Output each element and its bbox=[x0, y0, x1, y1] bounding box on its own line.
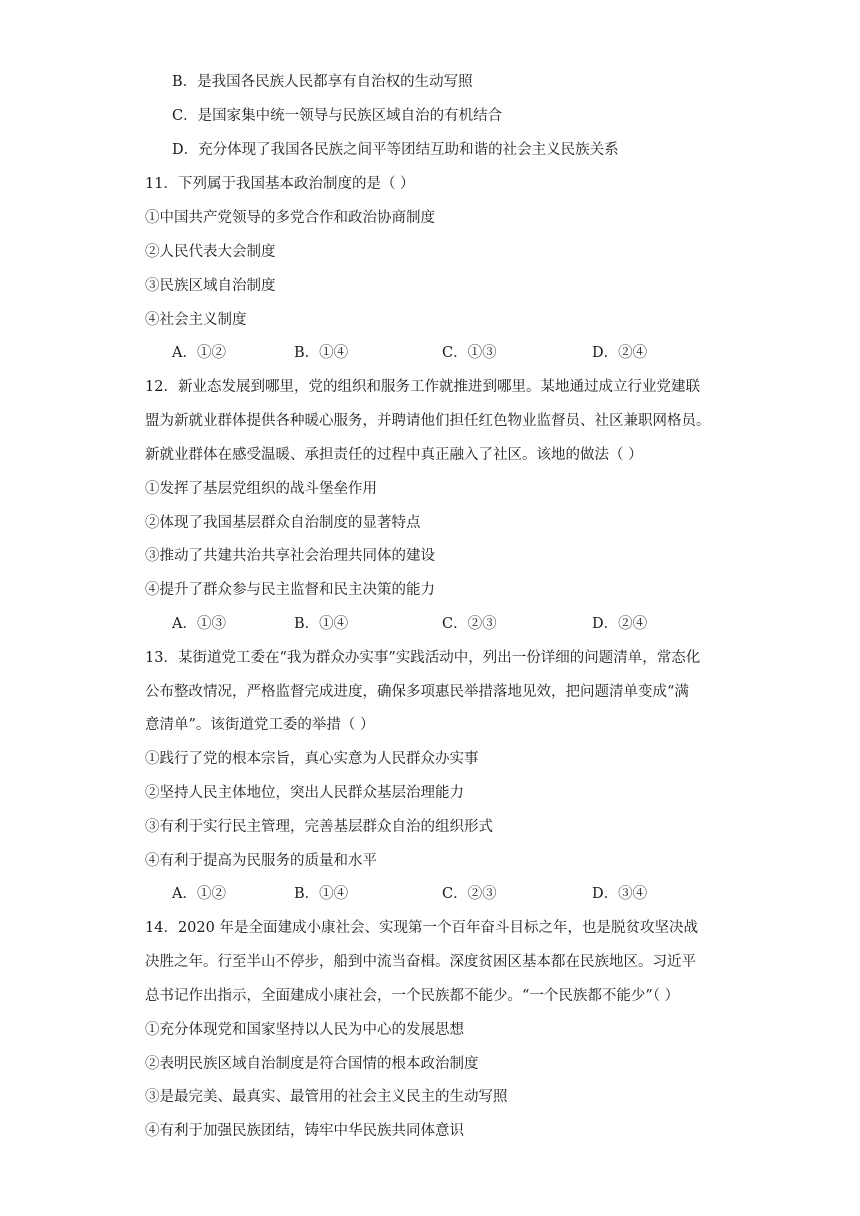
q14-stem-line-2: 决胜之年。行至半山不停步，船到中流当奋楫。深度贫困区基本都在民族地区。习近平 bbox=[145, 954, 696, 970]
q12-options bbox=[172, 614, 732, 634]
q10-option-d: D．充分体现了我国各民族之间平等团结互助和谐的社会主义民族关系 bbox=[172, 142, 619, 158]
q12-option-a: A．①③ bbox=[172, 616, 226, 632]
q13-option-d: D．③④ bbox=[592, 886, 648, 902]
q11-options bbox=[172, 343, 732, 363]
q12-option-c: C．②③ bbox=[442, 616, 497, 632]
q11-item-2: ②人民代表大会制度 bbox=[145, 244, 276, 260]
q13-option-a: A．①② bbox=[172, 886, 226, 902]
q13-stem-line-3: 意清单”。该街道党工委的举措（ ） bbox=[145, 717, 375, 733]
q12-option-b: B．①④ bbox=[294, 616, 349, 632]
q10-option-c: C．是国家集中统一领导与民族区域自治的有机结合 bbox=[172, 108, 503, 124]
q13-options bbox=[172, 884, 732, 904]
q14-item-2: ②表明民族区域自治制度是符合国情的根本政治制度 bbox=[145, 1056, 479, 1072]
q12-stem-line-2: 盟为新就业群体提供各种暖心服务，并聘请他们担任红色物业监督员、社区兼职网格员。 bbox=[145, 413, 711, 429]
q12-item-1: ①发挥了基层党组织的战斗堡垒作用 bbox=[145, 481, 377, 497]
q13-stem-line-1: 13．某街道党工委在“我为群众办实事”实践活动中，列出一份详细的问题清单，常态化 bbox=[145, 650, 701, 666]
q11-item-3: ③民族区域自治制度 bbox=[145, 278, 276, 294]
q11-item-1: ①中国共产党领导的多党合作和政治协商制度 bbox=[145, 210, 435, 226]
q14-stem-line-1: 14．2020 年是全面建成小康社会、实现第一个百年奋斗目标之年，也是脱贫攻坚决战 bbox=[145, 920, 698, 936]
q11-item-4: ④社会主义制度 bbox=[145, 312, 247, 328]
q13-item-3: ③有利于实行民主管理，完善基层群众自治的组织形式 bbox=[145, 819, 493, 835]
q13-stem-line-2: 公布整改情况，严格监督完成进度，确保多项惠民举措落地见效，把问题清单变成“满 bbox=[145, 684, 689, 700]
q14-item-4: ④有利于加强民族团结，铸牢中华民族共同体意识 bbox=[145, 1123, 464, 1139]
q14-item-3: ③是最完美、最真实、最管用的社会主义民主的生动写照 bbox=[145, 1089, 508, 1105]
q12-item-3: ③推动了共建共治共享社会治理共同体的建设 bbox=[145, 548, 435, 564]
q12-item-4: ④提升了群众参与民主监督和民主决策的能力 bbox=[145, 582, 435, 598]
q11-option-b: B．①④ bbox=[294, 345, 349, 361]
q12-option-d: D．②④ bbox=[592, 616, 648, 632]
q12-item-2: ②体现了我国基层群众自治制度的显著特点 bbox=[145, 515, 421, 531]
q13-option-b: B．①④ bbox=[294, 886, 349, 902]
q13-item-1: ①践行了党的根本宗旨，真心实意为人民群众办实事 bbox=[145, 751, 479, 767]
q11-option-a: A．①② bbox=[172, 345, 226, 361]
q14-item-1: ①充分体现党和国家坚持以人民为中心的发展思想 bbox=[145, 1022, 464, 1038]
q13-item-2: ②坚持人民主体地位，突出人民群众基层治理能力 bbox=[145, 785, 464, 801]
q11-option-d: D．②④ bbox=[592, 345, 648, 361]
q11-stem: 11．下列属于我国基本政治制度的是（ ） bbox=[145, 176, 415, 192]
q13-option-c: C．②③ bbox=[442, 886, 497, 902]
q11-option-c: C．①③ bbox=[442, 345, 497, 361]
q13-item-4: ④有利于提高为民服务的质量和水平 bbox=[145, 853, 377, 869]
q12-stem-line-1: 12．新业态发展到哪里，党的组织和服务工作就推进到哪里。某地通过成立行业党建联 bbox=[145, 379, 700, 395]
q12-stem-line-3: 新就业群体在感受温暖、承担责任的过程中真正融入了社区。该地的做法（ ） bbox=[145, 447, 643, 463]
q10-option-b: B．是我国各民族人民都享有自治权的生动写照 bbox=[172, 74, 473, 90]
q14-stem-line-3: 总书记作出指示，全面建成小康社会，一个民族都不能少。“一个民族都不能少”（ ） bbox=[145, 988, 680, 1004]
